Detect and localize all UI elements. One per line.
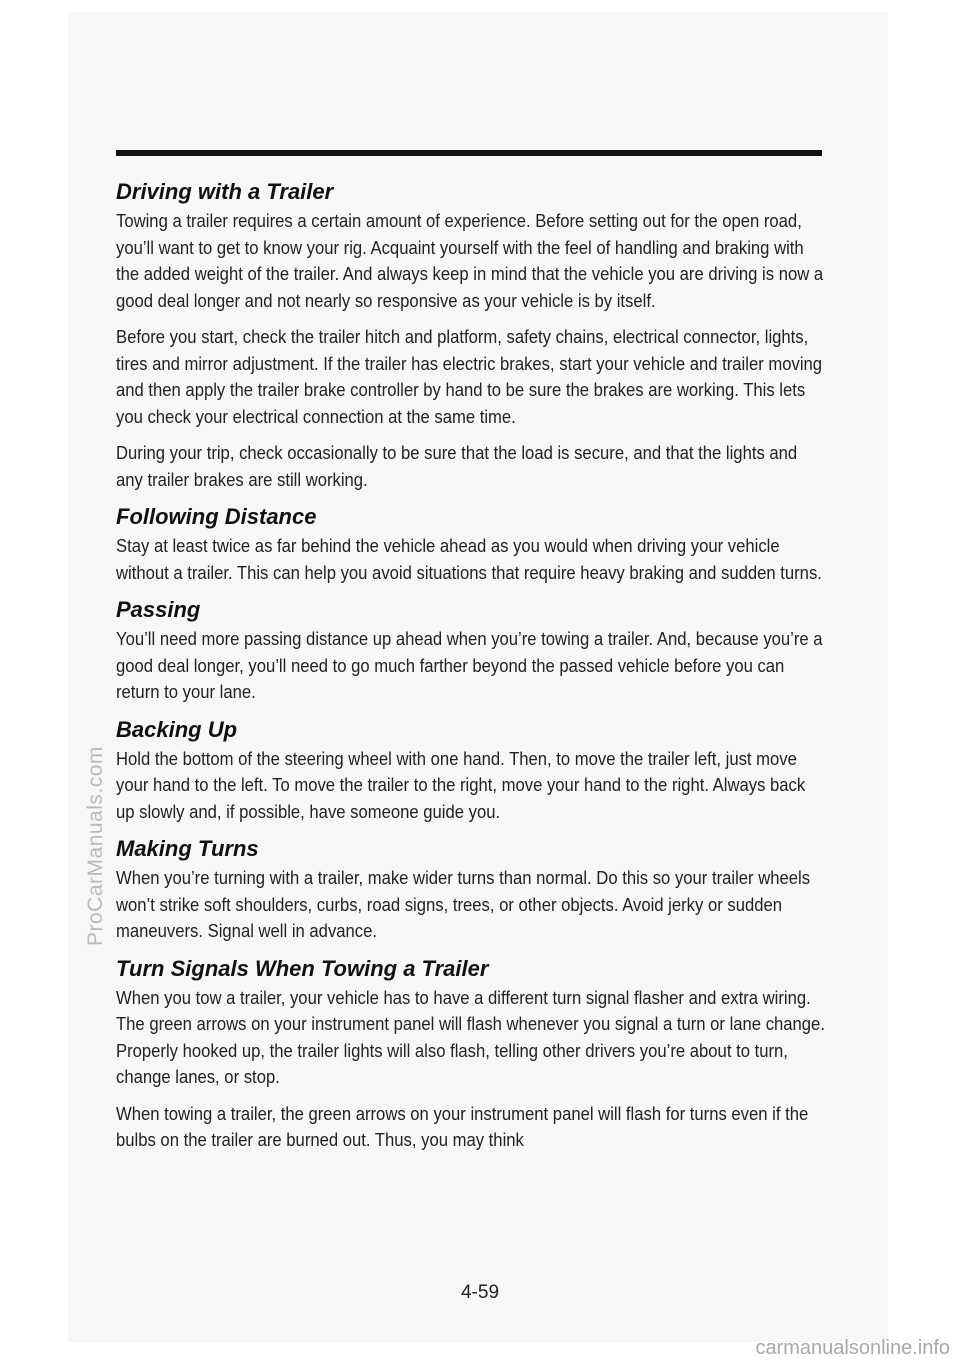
section-heading: Turn Signals When Towing a Trailer [116, 955, 489, 981]
paragraph: When you tow a trailer, your vehicle has to have a different turn signal flasher and extra wiring. The green arrows on your instrument panel will flash whenever you signal a turn or lane change. Properly hooked up, the trailer lights will also flash, telling other drivers you’re about to turn, change lanes, or stop. [116, 986, 825, 1087]
page-content [116, 178, 828, 1164]
section-heading: Making Turns [116, 836, 259, 861]
top-rule [116, 150, 822, 156]
section-driving-with-trailer [116, 178, 828, 493]
section-following-distance [116, 503, 828, 586]
section-heading: Following Distance [116, 504, 317, 529]
section-making-turns [116, 835, 828, 945]
section-heading: Driving with a Trailer [116, 179, 334, 204]
section-passing [116, 596, 828, 706]
bottom-watermark: carmanualsonline.info [755, 1337, 950, 1359]
section-heading: Backing Up [116, 716, 238, 742]
paragraph: When you’re turning with a trailer, make wider turns than normal. Do this so your trailer wheels won’t strike soft shoulders, curbs, road signs, trees, or other objects. Avoid jerky or sudden maneuvers. Signal well in advance. [116, 867, 811, 941]
section-turn-signals [116, 955, 828, 1154]
paragraph: You’ll need more passing distance up ahead when you’re towing a trailer. And, because you’re a good deal longer, you’ll need to go much farther beyond the passed vehicle before you can return to your lane. [116, 628, 823, 702]
paragraph: During your trip, check occasionally to be sure that the load is secure, and that the lights and any trailer brakes are still working. [116, 442, 798, 490]
paragraph: Before you start, check the trailer hitch and platform, safety chains, electrical connector, lights, tires and mirror adjustment. If the trailer has electric brakes, start your vehicle and trailer moving and then apply the trailer brake controller by hand to be sure the brakes are working. This lets you check your electrical connection at the same time. [116, 326, 823, 427]
paragraph: Hold the bottom of the steering wheel with one hand. Then, to move the trailer left, just move your hand to the left. To move the trailer to the right, move your hand to the right. Always back up slowly and, if possible, have someone guide you. [116, 747, 806, 822]
section-backing-up [116, 716, 828, 826]
paragraph: Towing a trailer requires a certain amount of experience. Before setting out for the open road, you’ll want to get to know your rig. Acquaint yourself with the feel of handling and braking with the added weight of the trailer. And always keep in mind that the vehicle you are driving is now a good deal longer and not nearly so responsive as your vehicle is by itself. [116, 210, 824, 311]
paragraph: When towing a trailer, the green arrows on your instrument panel will flash for turns even if the bulbs on the trailer are burned out. Thus, you may think [116, 1102, 809, 1150]
page-number: 4-59 [460, 1282, 500, 1303]
section-heading: Passing [116, 597, 201, 622]
paragraph: Stay at least twice as far behind the vehicle ahead as you would when driving your vehicle without a trailer. This can help you avoid situations that require heavy braking and sudden turns. [116, 535, 822, 583]
side-watermark: ProCarManuals.com [84, 746, 107, 946]
